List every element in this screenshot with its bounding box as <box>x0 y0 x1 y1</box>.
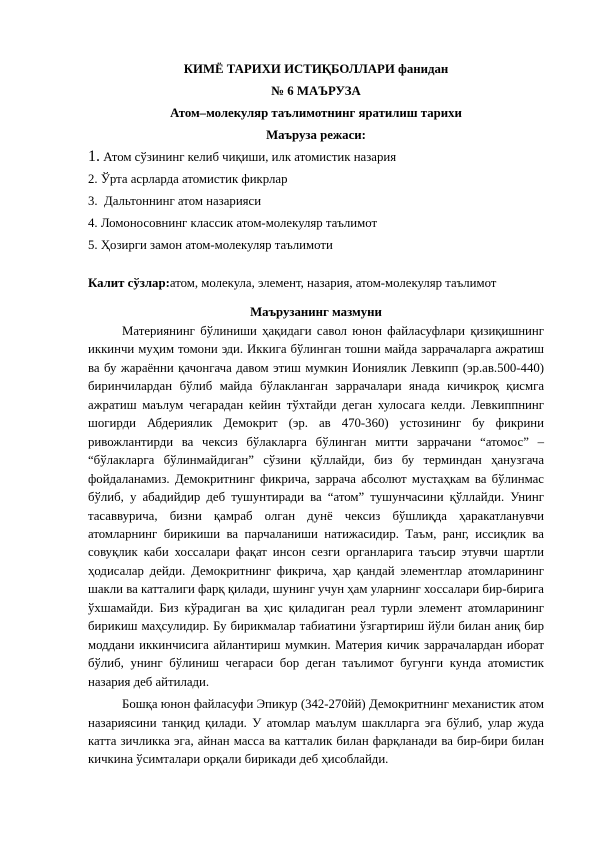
plan-item-text: Ўрта асрларда атомистик фикрлар <box>100 172 288 186</box>
lecture-plan-list <box>88 146 544 256</box>
plan-item <box>88 212 544 234</box>
plan-item <box>88 168 544 190</box>
plan-item <box>88 146 544 168</box>
plan-item-text: Ҳозирги замон атом-молекуляр таълимоти <box>100 238 333 252</box>
keywords-label: Калит сўзлар: <box>88 276 170 290</box>
document-title: КИМЁ ТАРИХИ ИСТИҚБОЛЛАРИ фанидан <box>183 62 449 76</box>
keywords-line <box>88 274 544 292</box>
lecture-number: № 6 МАЪРУЗА <box>271 84 361 98</box>
plan-item <box>88 190 544 212</box>
lecture-topic: Атом–молекуляр таълимотнинг яратилиш тарихи <box>170 106 462 120</box>
body-paragraph: Материянинг бўлиниши ҳақидаги савол юнон файласуфлари қизиқишнинг иккинчи муҳим томони эди. Иккига бўлинган тошни майда заррачаларга ажратиш ва бу жараённи қачонгача давом этиш мумкин Иониялик Левкипп (эр.ав.500-440) биринчилардан бўлиб майда бўлакланган заррачалари янада кичикроқ қисмга ажратиш маълум чегарадан кейин тўхтайди деган хулосага келди. Левкиппнинг шогирди Абдериялик Демокрит (эр. ав 470-360) устозининг бу фикрини ривожлантирди ва чексиз бўлакларга бўлинган митти заррачани “атомос” – “бўлакларга бўлинмайдиган” сўзини қўллайди, биз бу терминдан ҳанузгача фойдаланамиз. Демокритнинг фикрича, заррача абсолют мустаҳкам ва бўлинмас бўлиб, у абадийдир деб тушунтиради ва “атом” тушунчасини қўллайди. Унинг тасаввурича, бизни қамраб олган дунё чексиз бўшлиқда ҳаракатланувчи атомларнинг бирикиши ва парчаланиши натижасидир. Таъм, ранг, иссиқлик ва совуқлик каби хоссалари фақат инсон сезги органларига таъсир этувчи шартли ҳодисалар дейди. Демокритнинг фикрича, ҳар қандай элементлар атомларининг шакли ва катталиги фарқ қилади, шунинг учун ҳам уларнинг хоссалари бир-бирига ўхшамайди. Биз кўрадиган ва ҳис қиладиган реал турли элемент атомларининг бирикиш маҳсулидир. Бу бирикмалар табиатини ўзгартириш йўли билан аниқ бир моддани иккинчисига айлантириш мумкин. Материя кичик заррачалардан иборат бўлиб, унинг бўлиниш чегараси бор деган таълимот бугунги кунда атомистик назария деб айтилади. <box>88 324 544 689</box>
content-heading: Маърузанинг мазмуни <box>250 305 382 319</box>
plan-item-text: Дальтоннинг атом назарияси <box>104 194 262 208</box>
plan-item <box>88 234 544 256</box>
plan-item-number: 3. <box>88 194 98 208</box>
body-paragraph: Бошқа юнон файласуфи Эпикур (342-270йй) Демокритнинг механистик атом назариясини танқид қилади. У атомлар маълум шаклларга эга бўлиб, улар жуда катта зичликка эга, айнан масса ва катталик билан фарқланади ва бир-бири билан кичкина ўсимталари орқали бирикади деб ҳисоблайди. <box>88 697 544 767</box>
plan-item-text: Ломоносовнинг классик атом-молекуляр таълимот <box>100 216 378 230</box>
plan-item-number: 4. <box>88 216 98 230</box>
keywords-text: атом, молекула, элемент, назария, атом-молекуляр таълимот <box>169 276 497 290</box>
plan-item-number: 2. <box>88 172 98 186</box>
plan-item-text: Атом сўзининг келиб чиқиши, илк атомистик назария <box>103 150 397 164</box>
plan-item-number: 1. <box>88 148 100 165</box>
plan-heading: Маъруза режаси: <box>266 128 366 142</box>
plan-item-number: 5. <box>88 238 98 252</box>
